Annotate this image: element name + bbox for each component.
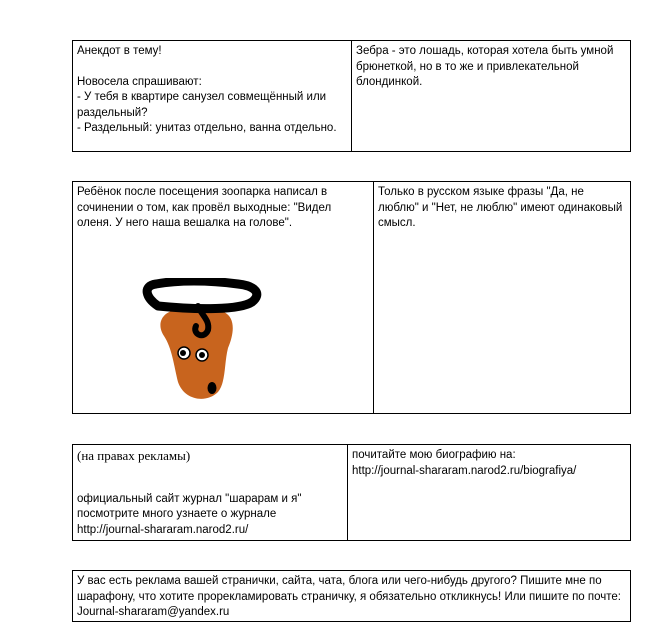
contact-text: У вас есть реклама вашей странички, сайта, чата, блога или чего-нибудь другого? Пишите мне по шарафону, что хотите прорекламировать страничку, я обязательно откликнусь! Или пишите по почте: Journal-shararam@yandex.ru bbox=[77, 575, 621, 618]
biography-cell bbox=[348, 445, 631, 541]
biography-title: почитайте мою биографию на: bbox=[352, 449, 516, 461]
joke-cell-right bbox=[352, 41, 631, 152]
joke-line: - Раздельный: унитаз отдельно, ванна отдельно. bbox=[77, 122, 337, 134]
language-joke-cell bbox=[374, 182, 631, 414]
contact-table bbox=[72, 570, 631, 622]
advert-cell-left bbox=[73, 445, 348, 541]
deer-with-hanger-drawing bbox=[128, 278, 268, 408]
language-joke-text: Только в русском языке фразы "Да, не люблю" и "Нет, не люблю" имеют одинаковый смысл. bbox=[378, 186, 623, 229]
joke-line: - У тебя в квартире санузел совмещённый или раздельный? bbox=[77, 91, 327, 119]
deer-joke-text: Ребёнок после посещения зоопарка написал в сочинении о том, как провёл выходные: "Видел оленя. У него наша вешалка на голове". bbox=[77, 186, 332, 229]
zebra-joke-text: Зебра - это лошадь, которая хотела быть умной брюнеткой, но в то же и привлекательной блондинкой. bbox=[356, 45, 614, 88]
advert-link[interactable]: http://journal-shararam.narod2.ru/ bbox=[77, 523, 249, 536]
joke-table-1 bbox=[72, 40, 631, 152]
biography-link[interactable]: http://journal-shararam.narod2.ru/biografiya/ bbox=[352, 464, 577, 477]
advert-description: официальный сайт журнал "шарарам и я" посмотрите много узнаете о журнале bbox=[77, 492, 302, 520]
advert-table bbox=[72, 444, 631, 541]
joke-cell-left bbox=[73, 41, 352, 152]
joke-line: Новосела спрашивают: bbox=[77, 75, 202, 88]
joke-title: Анекдот в тему! bbox=[77, 45, 162, 57]
advert-title: (на правах рекламы) bbox=[77, 448, 191, 463]
contact-cell bbox=[73, 571, 631, 622]
